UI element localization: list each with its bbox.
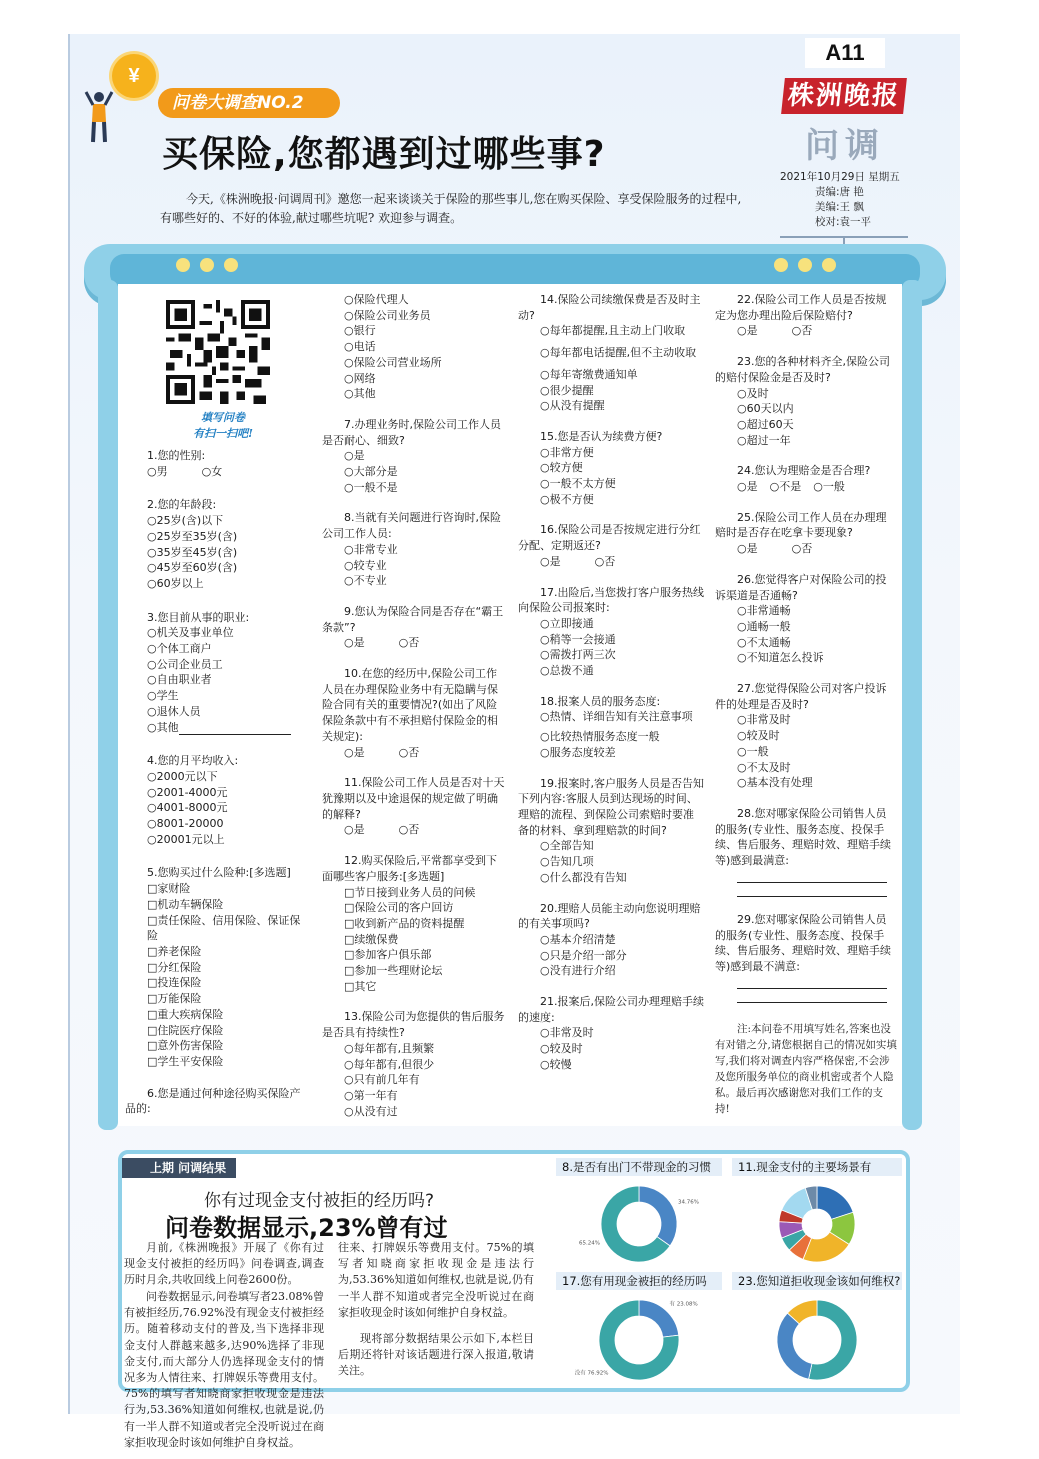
option-other[interactable] — [125, 720, 311, 736]
question-title: 5.您购买过什么险种:[多选题] — [147, 866, 291, 880]
option[interactable]: ○非常方便 — [540, 445, 594, 459]
question-title: 9.您认为保险合同是否存在“霸王条款”? — [322, 604, 504, 634]
option-label: ○其他 — [147, 720, 179, 734]
option[interactable]: ○较方便 — [540, 461, 583, 475]
option[interactable]: ○立即接通 — [540, 616, 594, 630]
option[interactable]: ○没有进行介绍 — [540, 964, 616, 978]
designer: 美编:王 飘 — [815, 201, 864, 213]
question-title: 18.报案人员的服务态度: — [540, 694, 661, 708]
question-title: 7.办理业务时,保险公司工作人员是否耐心、细致? — [322, 417, 501, 447]
qr-code-icon[interactable] — [165, 300, 271, 404]
question-7 — [322, 417, 506, 496]
option[interactable]: ○2000元以下 — [147, 769, 218, 783]
option[interactable]: ○基本介绍清楚 — [540, 932, 616, 946]
question-20 — [518, 901, 704, 980]
option[interactable]: ○什么都没有告知 — [540, 870, 627, 884]
option[interactable]: ○全部告知 — [540, 839, 594, 853]
option[interactable]: ○60天以内 — [737, 402, 794, 416]
question-title: 11.保险公司工作人员是否对十天犹豫期以及中途退保的规定做了明确的解释? — [322, 776, 505, 821]
option[interactable]: ○超过一年 — [737, 433, 791, 447]
decor-dots-right — [774, 258, 836, 272]
qr-caption-line: 填写问卷 — [201, 411, 245, 424]
option[interactable]: □参加一些理财论坛 — [344, 964, 443, 978]
option[interactable]: ○非常专业 — [344, 542, 398, 556]
frame-right — [902, 280, 922, 1130]
option[interactable]: ○不知道怎么投诉 — [737, 651, 824, 665]
question-title: 27.您觉得保险公司对客户投诉件的处理是否及时? — [715, 682, 887, 711]
option[interactable]: ○2001-4000元 — [147, 785, 228, 799]
pie-chart-cash-scenes — [732, 1178, 902, 1270]
question-title: 26.您觉得客户对保险公司的投诉渠道是否通畅? — [715, 572, 887, 602]
question-title: 6.您是通过何种途径购买保险产品的: — [125, 1086, 301, 1116]
option[interactable]: ○自由职业者 — [147, 673, 212, 687]
option[interactable]: □投连保险 — [147, 976, 202, 990]
slice-label: 34.76% — [678, 1199, 700, 1206]
option[interactable]: ○是 — [344, 449, 365, 463]
option[interactable]: ○25岁(含)以下 — [147, 514, 224, 528]
option[interactable]: □养老保险 — [147, 944, 202, 958]
decor-dots-left — [176, 258, 238, 272]
option[interactable]: ○较及时 — [737, 729, 780, 743]
chart-title: 23.您知道拒收现金该如何维权? — [732, 1272, 902, 1290]
option[interactable]: ○45岁至60岁(含) — [147, 561, 238, 575]
option[interactable]: ○20001元以上 — [147, 832, 225, 846]
question-title: 24.您认为理赔金是否合理? — [737, 464, 871, 478]
editor: 责编:唐 艳 — [815, 186, 864, 198]
question-9 — [322, 604, 506, 651]
option[interactable]: ○稍等一会接通 — [540, 632, 616, 646]
option[interactable]: ○保险公司业务员 — [344, 308, 431, 322]
option[interactable]: □住院医疗保险 — [147, 1023, 224, 1037]
question-3 — [125, 610, 311, 736]
question-title: 19.报案时,客户服务人员是否告知下列内容:客服人员到达现场的时间、理赔的流程、到保险公司索赔时要准备的材料、拿到理赔款的时间? — [518, 776, 704, 837]
option[interactable]: ○需拨打两三次 — [540, 648, 616, 662]
option[interactable]: □保险公司的客户回访 — [344, 901, 454, 915]
option[interactable]: ○每年都有,且频繁 — [344, 1041, 435, 1055]
option[interactable]: □其它 — [344, 979, 377, 993]
question-24 — [715, 463, 897, 494]
option[interactable]: □责任保险、信用保险、保证保险 — [147, 913, 301, 943]
proofreader: 校对:袁一平 — [815, 216, 872, 228]
page-title: 买保险,您都遇到过哪些事? — [162, 134, 606, 175]
other-blank[interactable] — [179, 724, 291, 735]
option[interactable]: □收到新产品的资料提醒 — [344, 916, 465, 930]
brand-logo: 株洲晚报 — [781, 78, 907, 114]
option[interactable]: ○35岁至45岁(含) — [147, 545, 238, 559]
question-title: 8.当就有关问题进行咨询时,保险公司工作人员: — [322, 511, 501, 541]
option[interactable]: ○8001-20000 — [147, 817, 224, 831]
results-paragraph-2-cont: 往来、打牌娱乐等费用支付。75%的填写者知晓商家拒收现金是违法行为,53.36%知道如何维权,也就是说,仍有一半人群不知道或者完全没听说过在商家拒收现金时该如何维护自身权益。 — [338, 1241, 534, 1319]
option[interactable]: ○非常通畅 — [737, 604, 791, 618]
option[interactable]: ○4001-8000元 — [147, 801, 228, 815]
qr-caption — [178, 410, 268, 442]
question-title: 4.您的月平均收入: — [147, 754, 239, 768]
option[interactable]: □万能保险 — [147, 992, 202, 1006]
pie-slice — [777, 1313, 812, 1379]
results-subtitle: 你有过现金支付被拒的经历吗? — [204, 1191, 435, 1211]
question-23 — [715, 354, 897, 448]
question-title: 22.保险公司工作人员是否按规定为您办理出险后保险赔付? — [715, 293, 887, 322]
question-6-options — [322, 292, 506, 402]
answer-blank[interactable] — [737, 975, 887, 989]
option[interactable]: ○及时 — [737, 386, 769, 400]
option[interactable]: ○是 — [344, 823, 365, 837]
answer-blank[interactable] — [737, 989, 887, 1003]
option[interactable]: ○从没有过 — [344, 1104, 398, 1118]
option[interactable]: ○非常及时 — [737, 713, 791, 727]
answer-blank[interactable] — [737, 883, 887, 897]
option[interactable]: ○一般不太方便 — [540, 477, 616, 491]
option[interactable]: ○从没有提醒 — [540, 399, 605, 413]
question-title: 1.您的性别: — [147, 449, 206, 462]
issue-date: 2021年10月29日 星期五 — [780, 171, 900, 183]
question-19 — [518, 776, 704, 886]
option[interactable]: ○每年寄缴费通知单 — [540, 367, 638, 381]
option[interactable]: ○非常及时 — [540, 1026, 594, 1040]
option[interactable]: ○告知几项 — [540, 855, 594, 869]
question-title: 14.保险公司续缴保费是否及时主动? — [518, 293, 701, 322]
option[interactable]: ○女 — [201, 464, 223, 478]
question-title: 23.您的各种材料齐全,保险公司的赔付保险金是否及时? — [715, 355, 890, 384]
option[interactable]: ○每年都提醒,且主动上门收取 — [540, 324, 686, 338]
results-paragraph-2: 问卷数据显示,问卷填写者23.08%曾有被拒经历,76.92%没有现金支付被拒经历。随着移动支付的普及,当下选择非现金支付人群越来越多,达90%选择了非现金支付,而大部分人仍选择现金支付的情况多为人情往来、打牌娱乐等费用支付。75%的填写者知晓商家拒收现金是违法行为,53.36%知道如何维权,也就是说,仍有一半人群不知道或者完全没听说过在商家拒收现金时该如何维护自身权益。 — [124, 1290, 324, 1449]
option[interactable]: ○60岁以上 — [147, 576, 204, 590]
edition-meta — [780, 170, 910, 230]
question-title: 15.您是否认为续费方便? — [540, 429, 663, 443]
question-11 — [322, 775, 506, 838]
option-row — [322, 745, 506, 761]
results-paragraph-3: 现将部分数据结果公示如下,本栏目后期还将针对该话题进行深入报道,敬请关注。 — [338, 1332, 534, 1378]
option[interactable]: ○男 — [147, 464, 168, 478]
option[interactable]: ○一般 — [813, 480, 845, 494]
option[interactable]: ○其他 — [344, 387, 376, 401]
option[interactable]: ○否 — [398, 823, 420, 837]
option[interactable]: ○银行 — [344, 324, 376, 338]
option-row — [125, 464, 311, 480]
question-title: 12.购买保险后,平常都享受到下面哪些客户服务:[多选题] — [322, 854, 497, 883]
person-icon — [86, 90, 112, 144]
option[interactable]: ○公司企业员工 — [147, 657, 223, 671]
question-5 — [125, 865, 311, 1069]
option[interactable]: ○是 — [737, 480, 758, 494]
option[interactable]: ○否 — [594, 554, 616, 568]
page-number: A11 — [805, 38, 885, 68]
column-4 — [715, 292, 897, 1117]
coin-icon: ¥ — [112, 54, 156, 98]
option-row — [715, 323, 897, 339]
option[interactable]: ○热情、详细告知有关注意事项 — [540, 710, 693, 724]
question-title: 21.报案后,保险公司办理理赔手续的速度: — [518, 995, 704, 1024]
option-row — [322, 822, 506, 838]
question-15 — [518, 429, 704, 508]
option[interactable]: ○25岁至35岁(含) — [147, 529, 238, 543]
question-title: 2.您的年龄段: — [147, 498, 217, 512]
option[interactable]: □续缴保费 — [344, 932, 399, 946]
option[interactable]: □重大疾病保险 — [147, 1007, 224, 1021]
pie-chart-cash-rejected — [556, 1292, 722, 1388]
pie-chart-rights — [732, 1292, 902, 1388]
qr-caption-line: 有扫一扫吧! — [193, 427, 253, 440]
survey-note: 注:本问卷不用填写姓名,答案也没有对错之分,请您根据自己的情况如实填写,我们将对调查内容严格保密,不会涉及您所服务单位的商业机密或者个人隐私。最后再次感谢您对我们工作的支持! — [715, 1022, 897, 1115]
question-18 — [518, 694, 704, 761]
option[interactable]: ○学生 — [147, 689, 179, 703]
section-title: 问调 — [805, 126, 885, 166]
option[interactable]: ○每年都有,但很少 — [344, 1057, 435, 1071]
option[interactable]: ○很少提醒 — [540, 383, 594, 397]
option[interactable]: ○是 — [737, 542, 758, 556]
question-29 — [715, 912, 897, 1003]
question-26 — [715, 572, 897, 666]
option[interactable]: ○否 — [791, 324, 813, 338]
option[interactable]: ○基本没有处理 — [737, 776, 813, 790]
option[interactable]: ○总拨不通 — [540, 664, 594, 678]
option[interactable]: ○网络 — [344, 371, 376, 385]
question-title: 28.您对哪家保险公司销售人员的服务(专业性、服务态度、投保手续、售后服务、理赔时效、理赔手续等)感到最满意: — [715, 806, 891, 868]
column-3 — [518, 292, 704, 1073]
question-12 — [322, 853, 506, 994]
question-6 — [125, 1086, 311, 1117]
option[interactable]: ○是 — [344, 745, 365, 759]
option[interactable]: ○保险公司营业场所 — [344, 355, 442, 369]
question-1 — [125, 448, 311, 479]
question-13 — [322, 1009, 506, 1119]
pie-chart-cash-habit — [556, 1178, 722, 1270]
question-title: 16.保险公司是否按规定进行分红分配、定期返还? — [518, 523, 701, 553]
question-title: 13.保险公司为您提供的售后服务是否具有持续性? — [322, 1010, 505, 1040]
question-16 — [518, 522, 704, 569]
question-8 — [322, 510, 506, 589]
last-survey-label: 上期 问调结果 — [122, 1158, 236, 1178]
option-row — [715, 479, 897, 495]
option[interactable]: ○不太通畅 — [737, 635, 791, 649]
question-17 — [518, 585, 704, 679]
option[interactable]: □参加客户俱乐部 — [344, 948, 432, 962]
option-row — [322, 635, 506, 651]
column-2 — [322, 292, 506, 1119]
option[interactable]: ○较及时 — [540, 1042, 583, 1056]
option[interactable]: ○是 — [540, 554, 561, 568]
slice-label: 没有 76.92% — [574, 1370, 609, 1377]
results-headline: 问卷数据显示,23%曾有过 — [165, 1214, 448, 1242]
slice-label: 有 23.08% — [669, 1301, 698, 1308]
question-title: 10.在您的经历中,保险公司工作人员在办理保险业务中有无隐瞒与保险合同有关的重要情况?(如出了风险保险条款中有不承担赔付保险金的相关规定): — [322, 667, 498, 743]
option[interactable]: ○服务态度较差 — [540, 745, 616, 759]
chart-title: 17.您有用现金被拒的经历吗 — [556, 1272, 722, 1290]
frame-left — [98, 280, 118, 1130]
question-22 — [715, 292, 897, 339]
intro-text: 今天,《株洲晚报·问调周刊》邀您一起来谈谈关于保险的那些事儿,您在购买保险、享受保险服务的过程中,有哪些好的、不好的体验,献过哪些坑呢? 欢迎参与调查。 — [160, 192, 742, 225]
answer-blank[interactable] — [737, 869, 887, 883]
slice-label: 65.24% — [578, 1240, 600, 1247]
question-title: 3.您目前从事的职业: — [147, 610, 250, 624]
option[interactable]: ○比较热情服务态度一般 — [540, 730, 660, 744]
question-4 — [125, 753, 311, 847]
results-paragraph-1: 月前,《株洲晚报》开展了《你有过现金支付被拒的经历吗》问卷调查,调查历时月余,共收回线上问卷2600份。 — [124, 1241, 324, 1287]
option[interactable]: ○超过60天 — [737, 417, 794, 431]
column-1 — [125, 448, 311, 1117]
option[interactable]: ○大部分是 — [344, 465, 398, 479]
option[interactable]: ○只是介绍一部分 — [540, 948, 627, 962]
question-title: 17.出险后,当您拨打客户服务热线向保险公司报案时: — [518, 585, 704, 615]
option[interactable]: ○个体工商户 — [147, 642, 212, 656]
option[interactable]: ○只有前几年有 — [344, 1073, 420, 1087]
option[interactable]: ○否 — [791, 542, 813, 556]
option[interactable]: ○是 — [344, 636, 365, 650]
option-row — [715, 541, 897, 557]
option[interactable]: ○机关及事业单位 — [147, 626, 234, 640]
question-27 — [715, 681, 897, 791]
option[interactable]: ○不专业 — [344, 574, 387, 588]
option[interactable]: ○第一年有 — [344, 1088, 398, 1102]
option[interactable]: ○一般不是 — [344, 480, 398, 494]
option[interactable]: ○通畅一般 — [737, 619, 791, 633]
chart-title: 11.现金支付的主要场景有 — [732, 1158, 902, 1176]
option[interactable]: ○保险代理人 — [344, 293, 409, 306]
question-28 — [715, 806, 897, 897]
option[interactable]: ○退休人员 — [147, 704, 201, 718]
option[interactable]: ○不是 — [769, 480, 802, 494]
question-title: 20.理赔人员能主动向您说明理赔的有关事项吗? — [518, 901, 701, 931]
option[interactable]: ○是 — [737, 324, 758, 338]
option[interactable]: □学生平安保险 — [147, 1054, 224, 1068]
option[interactable]: ○一般 — [737, 744, 769, 758]
option[interactable]: ○极不方便 — [540, 492, 594, 506]
option[interactable]: □家财险 — [147, 882, 191, 896]
question-title: 25.保险公司工作人员在办理理赔时是否存在吃拿卡要现象? — [715, 510, 887, 540]
survey-badge: 问卷大调查NO.2 — [158, 88, 340, 118]
option[interactable]: ○电话 — [344, 340, 376, 354]
option[interactable]: ○较专业 — [344, 558, 387, 572]
option[interactable]: ○每年都电话提醒,但不主动收取 — [540, 346, 697, 360]
option[interactable]: □分红保险 — [147, 960, 202, 974]
option[interactable]: □意外伤害保险 — [147, 1039, 224, 1053]
option-row — [518, 554, 704, 570]
option[interactable]: □节日接到业务人员的问候 — [344, 885, 476, 899]
question-title: 29.您对哪家保险公司销售人员的服务(专业性、服务态度、投保手续、售后服务、理赔时效、理赔手续等)感到最不满意: — [715, 912, 891, 973]
question-25 — [715, 510, 897, 557]
question-14 — [518, 292, 704, 414]
question-10 — [322, 666, 506, 760]
question-2 — [125, 497, 311, 591]
question-21 — [518, 994, 704, 1073]
option[interactable]: ○否 — [398, 745, 420, 759]
option[interactable]: ○不太及时 — [737, 760, 791, 774]
chart-title: 8.是否有出门不带现金的习惯 — [556, 1158, 722, 1176]
option[interactable]: □机动车辆保险 — [147, 897, 224, 911]
option[interactable]: ○否 — [398, 636, 420, 650]
option[interactable]: ○较慢 — [540, 1057, 572, 1071]
